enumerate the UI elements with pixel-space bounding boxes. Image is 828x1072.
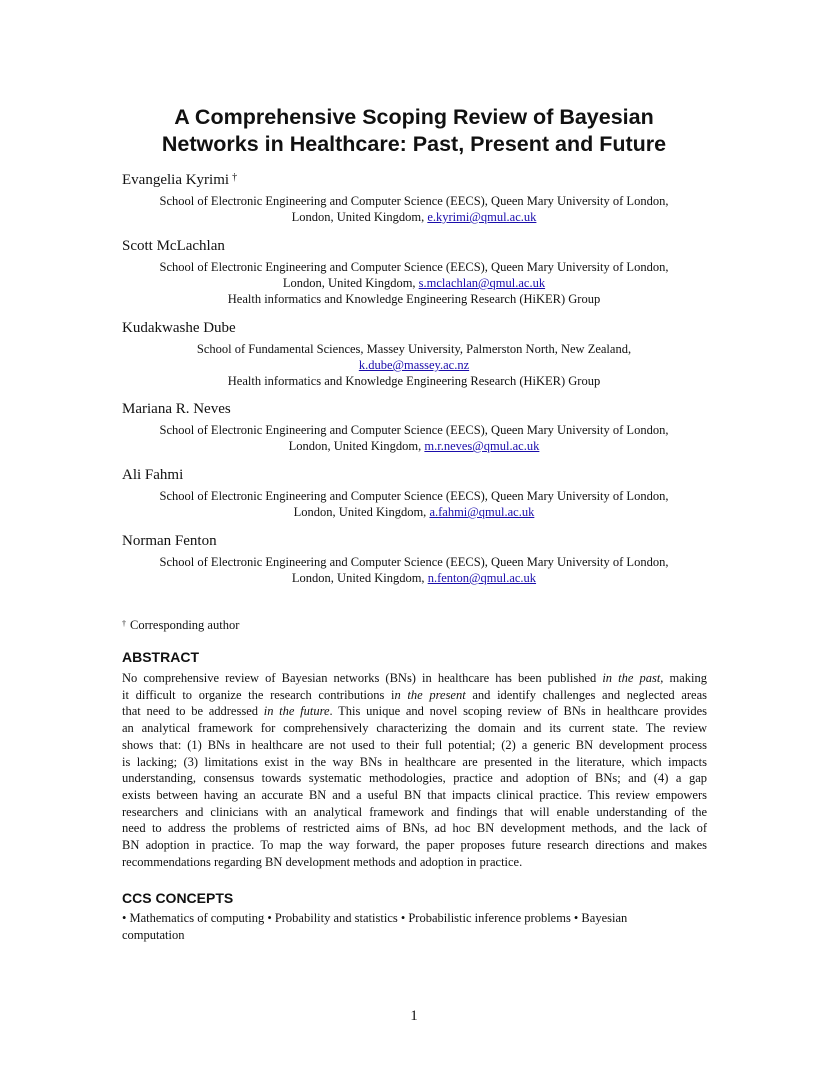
abstract-text: need to address the problems of restricted aims of BNs, ad hoc BN development methods, and the lack of — [122, 821, 707, 836]
abstract-text: , making — [660, 671, 707, 685]
abstract-text: is lacking; (3) limitations exist in the way BNs in healthcare are presented in the literature, which impacts — [122, 754, 707, 769]
abstract-line — [122, 737, 707, 754]
abstract-text: exists between having an accurate BN and a useful BN that impacts clinical practice. This review empowers — [122, 787, 707, 802]
ccs-line: • Mathematics of computing • Probability and statistics • Probabilistic inference problems • Bayesian — [122, 911, 628, 925]
affiliation-line: School of Electronic Engineering and Computer Science (EECS), Queen Mary University of London, — [159, 260, 669, 274]
abstract-line — [122, 670, 707, 687]
abstract-heading: ABSTRACT — [122, 649, 199, 665]
author-affiliation — [122, 488, 706, 520]
abstract-line — [122, 804, 707, 821]
affiliation-line: School of Electronic Engineering and Computer Science (EECS), Queen Mary University of London, — [159, 423, 669, 437]
abstract-text: . This unique and novel scoping review of BNs in healthcare provides — [329, 704, 708, 719]
affiliation-line — [122, 357, 706, 373]
title-line-1: A Comprehensive Scoping Review of Bayesian — [174, 105, 654, 129]
abstract-text: shows that: (1) BNs in healthcare are not used to their full potential; (2) a generic BN development process — [122, 737, 707, 752]
paper-title — [100, 104, 728, 158]
ccs-concepts-heading: CCS CONCEPTS — [122, 890, 234, 906]
email-link[interactable]: e.kyrimi@qmul.ac.uk — [427, 210, 537, 224]
page-number: 1 — [410, 1008, 418, 1024]
author-name: Kudakwashe Dube — [122, 320, 236, 336]
abstract-text: that need to be addressed — [122, 704, 264, 719]
author-name: Norman Fenton — [122, 533, 217, 549]
author-name: Scott McLachlan — [122, 238, 225, 254]
abstract-text: an analytical framework for comprehensively characterizing the domain and its current state. The review — [122, 721, 707, 736]
author-affiliation — [122, 422, 706, 454]
abstract-text: recommendations regarding BN development methods and adoption in practice. — [122, 854, 523, 869]
abstract-text: No comprehensive review of Bayesian networks (BNs) in healthcare has been published — [122, 671, 603, 685]
title-line-2: Networks in Healthcare: Past, Present and Future — [161, 132, 667, 156]
email-link[interactable]: m.r.neves@qmul.ac.uk — [424, 439, 540, 453]
ccs-concepts-body — [122, 910, 707, 943]
affiliation-line: Health informatics and Knowledge Engineering Research (HiKER) Group — [227, 292, 601, 306]
author-affiliation — [122, 193, 706, 225]
abstract-emphasis: n the present — [394, 687, 466, 702]
email-link[interactable]: a.fahmi@qmul.ac.uk — [429, 505, 535, 519]
corresponding-author-footnote: † Corresponding author — [122, 618, 240, 632]
affiliation-line: London, United Kingdom, a.fahmi@qmul.ac.uk — [293, 505, 535, 519]
email-link[interactable]: n.fenton@qmul.ac.uk — [427, 571, 537, 585]
affiliation-line: London, United Kingdom, e.kyrimi@qmul.ac.uk — [291, 210, 537, 224]
abstract-emphasis: in the future — [263, 704, 330, 719]
affiliation-line: School of Electronic Engineering and Computer Science (EECS), Queen Mary University of London, — [159, 555, 669, 569]
abstract-text: BN adoption in practice. To map the way forward, the paper proposes future research directions and makes — [122, 838, 707, 853]
abstract-line — [122, 820, 707, 837]
corresponding-mark: † — [232, 172, 238, 183]
abstract-line — [122, 854, 707, 871]
abstract-line — [122, 754, 707, 771]
abstract-text: researchers and clinicians with an analytical framework and findings that will enable understanding of the — [122, 804, 707, 819]
affiliation-line: School of Electronic Engineering and Computer Science (EECS), Queen Mary University of London, — [159, 194, 669, 208]
abstract-line — [122, 703, 707, 720]
abstract-line — [122, 787, 707, 804]
affiliation-line: London, United Kingdom, s.mclachlan@qmul.ac.uk — [282, 276, 546, 290]
footnote-mark: † — [122, 619, 126, 628]
affiliation-line: School of Fundamental Sciences, Massey University, Palmerston North, New Zealand, — [196, 342, 632, 356]
author-affiliation — [122, 554, 706, 586]
abstract-text: understanding, consensus towards systematic methodologies, practice and adoption of BNs; and (4) a gap — [122, 771, 707, 786]
abstract-emphasis: in the past — [602, 671, 661, 685]
abstract-text: and identify challenges and neglected areas — [465, 687, 707, 702]
abstract-line — [122, 720, 707, 737]
affiliation-line: Health informatics and Knowledge Engineering Research (HiKER) Group — [227, 374, 601, 388]
author-name: Ali Fahmi — [122, 467, 184, 483]
abstract-text: it difficult to organize the research contributions i — [122, 687, 395, 702]
abstract-body — [122, 670, 707, 870]
affiliation-line: London, United Kingdom, n.fenton@qmul.ac.uk — [291, 571, 537, 585]
affiliation-line: School of Electronic Engineering and Computer Science (EECS), Queen Mary University of London, — [159, 489, 669, 503]
ccs-line: computation — [122, 927, 185, 942]
author-affiliation — [122, 259, 706, 307]
author-name: Mariana R. Neves — [122, 401, 231, 417]
abstract-line — [122, 770, 707, 787]
email-link[interactable]: k.dube@massey.ac.nz — [358, 358, 470, 372]
abstract-line — [122, 687, 707, 704]
affiliation-line: London, United Kingdom, m.r.neves@qmul.ac.uk — [288, 439, 540, 453]
author-affiliation — [122, 341, 706, 389]
abstract-line — [122, 837, 707, 854]
author-name: Evangelia Kyrimi † — [122, 172, 238, 188]
email-link[interactable]: s.mclachlan@qmul.ac.uk — [418, 276, 546, 290]
